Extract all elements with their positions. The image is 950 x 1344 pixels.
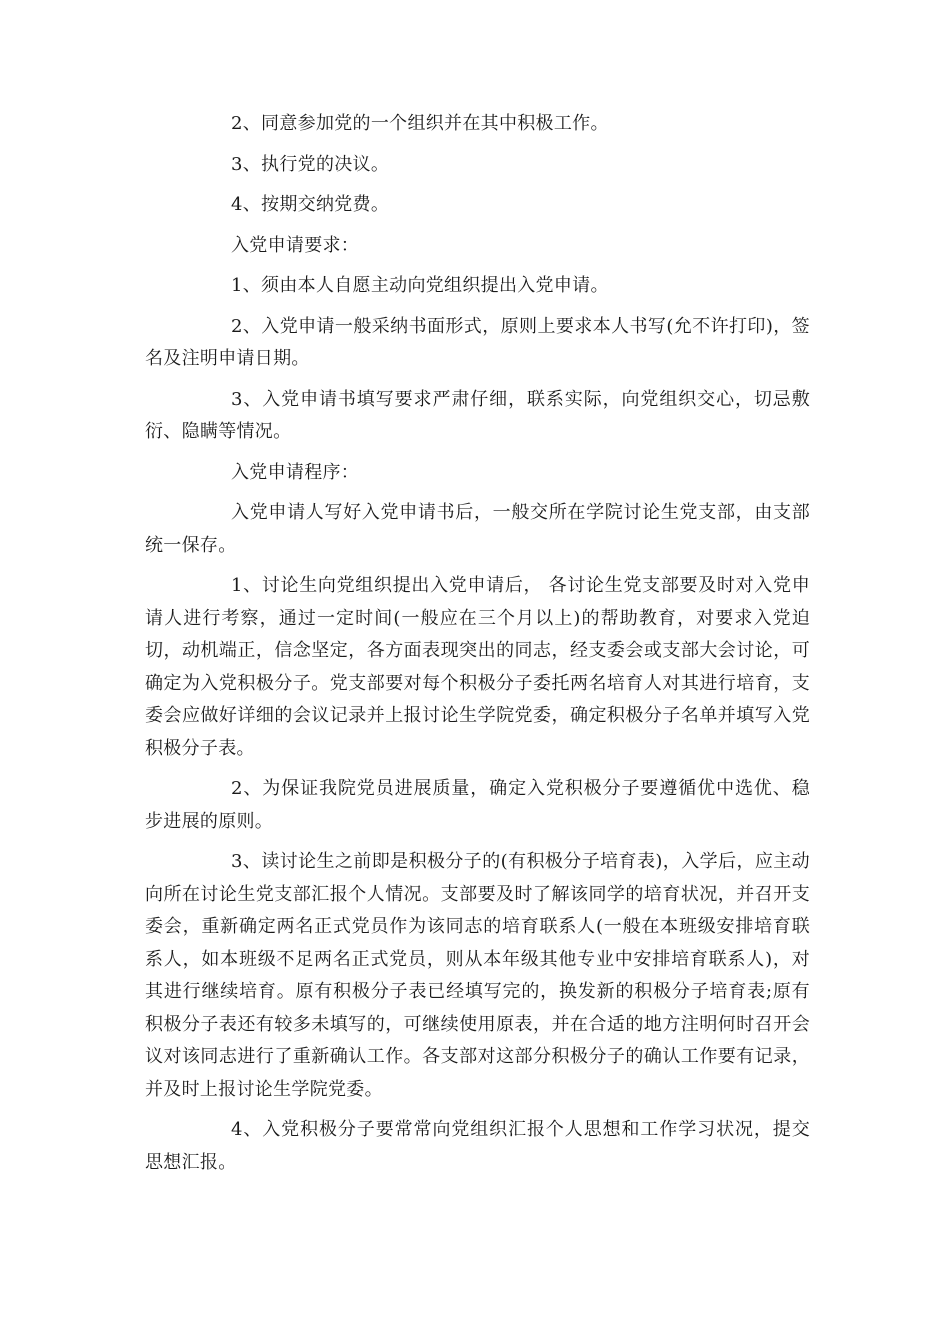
procedure-item-1: 1、讨论生向党组织提出入党申请后， 各讨论生党支部要及时对入党申请人进行考察，通过一定时间(一般应在三个月以上)的帮助教育，对要求入党迫切，动机端正，信念坚定，各方面表现突出的同志，经支委会或支部大会讨论，可确定为入党积极分子。党支部要对每个积极分子委托两名培育人对其进行培育，支委会应做好详细的会议记录并上报讨论生学院党委，确定积极分子名单并填写入党积极分子表。	[145, 575, 810, 759]
requirement-item-2: 2、入党申请一般采纳书面形式，原则上要求本人书写(允不许打印)，签名及注明申请日期。	[145, 315, 810, 369]
section-heading-requirements: 入党申请要求：	[231, 234, 360, 256]
requirement-item-3: 3、入党申请书填写要求严肃仔细，联系实际，向党组织交心，切忌敷衍、隐瞒等情况。	[145, 388, 810, 442]
section-heading-procedure: 入党申请程序：	[231, 461, 360, 483]
paragraph-item-4: 4、按期交纳党费。	[231, 194, 390, 215]
procedure-intro: 入党申请人写好入党申请书后，一般交所在学院讨论生党支部，由支部统一保存。	[145, 502, 810, 556]
procedure-item-2: 2、为保证我院党员进展质量，确定入党积极分子要遵循优中选优、稳步进展的原则。	[145, 778, 810, 832]
paragraph-item-3: 3、执行党的决议。	[231, 153, 390, 175]
document-body	[145, 108, 810, 1187]
procedure-item-4: 4、入党积极分子要常常向党组织汇报个人思想和工作学习状况，提交思想汇报。	[145, 1119, 810, 1173]
paragraph-item-2: 2、同意参加党的一个组织并在其中积极工作。	[231, 113, 609, 134]
procedure-item-3: 3、读讨论生之前即是积极分子的(有积极分子培育表)，入学后，应主动向所在讨论生党支部汇报个人情况。支部要及时了解该同学的培育状况，并召开支委会，重新确定两名正式党员作为该同志的培育联系人(一般在本班级安排培育联系人，如本班级不足两名正式党员，则从本年级其他专业中安排培育联系人)，对其进行继续培育。原有积极分子表已经填写完的，换发新的积极分子培育表;原有积极分子表还有较多未填写的，可继续使用原表，并在合适的地方注明何时召开会议对该同志进行了重新确认工作。各支部对这部分积极分子的确认工作要有记录，并及时上报讨论生学院党委。	[145, 851, 810, 1100]
requirement-item-1: 1、须由本人自愿主动向党组织提出入党申请。	[231, 275, 609, 296]
